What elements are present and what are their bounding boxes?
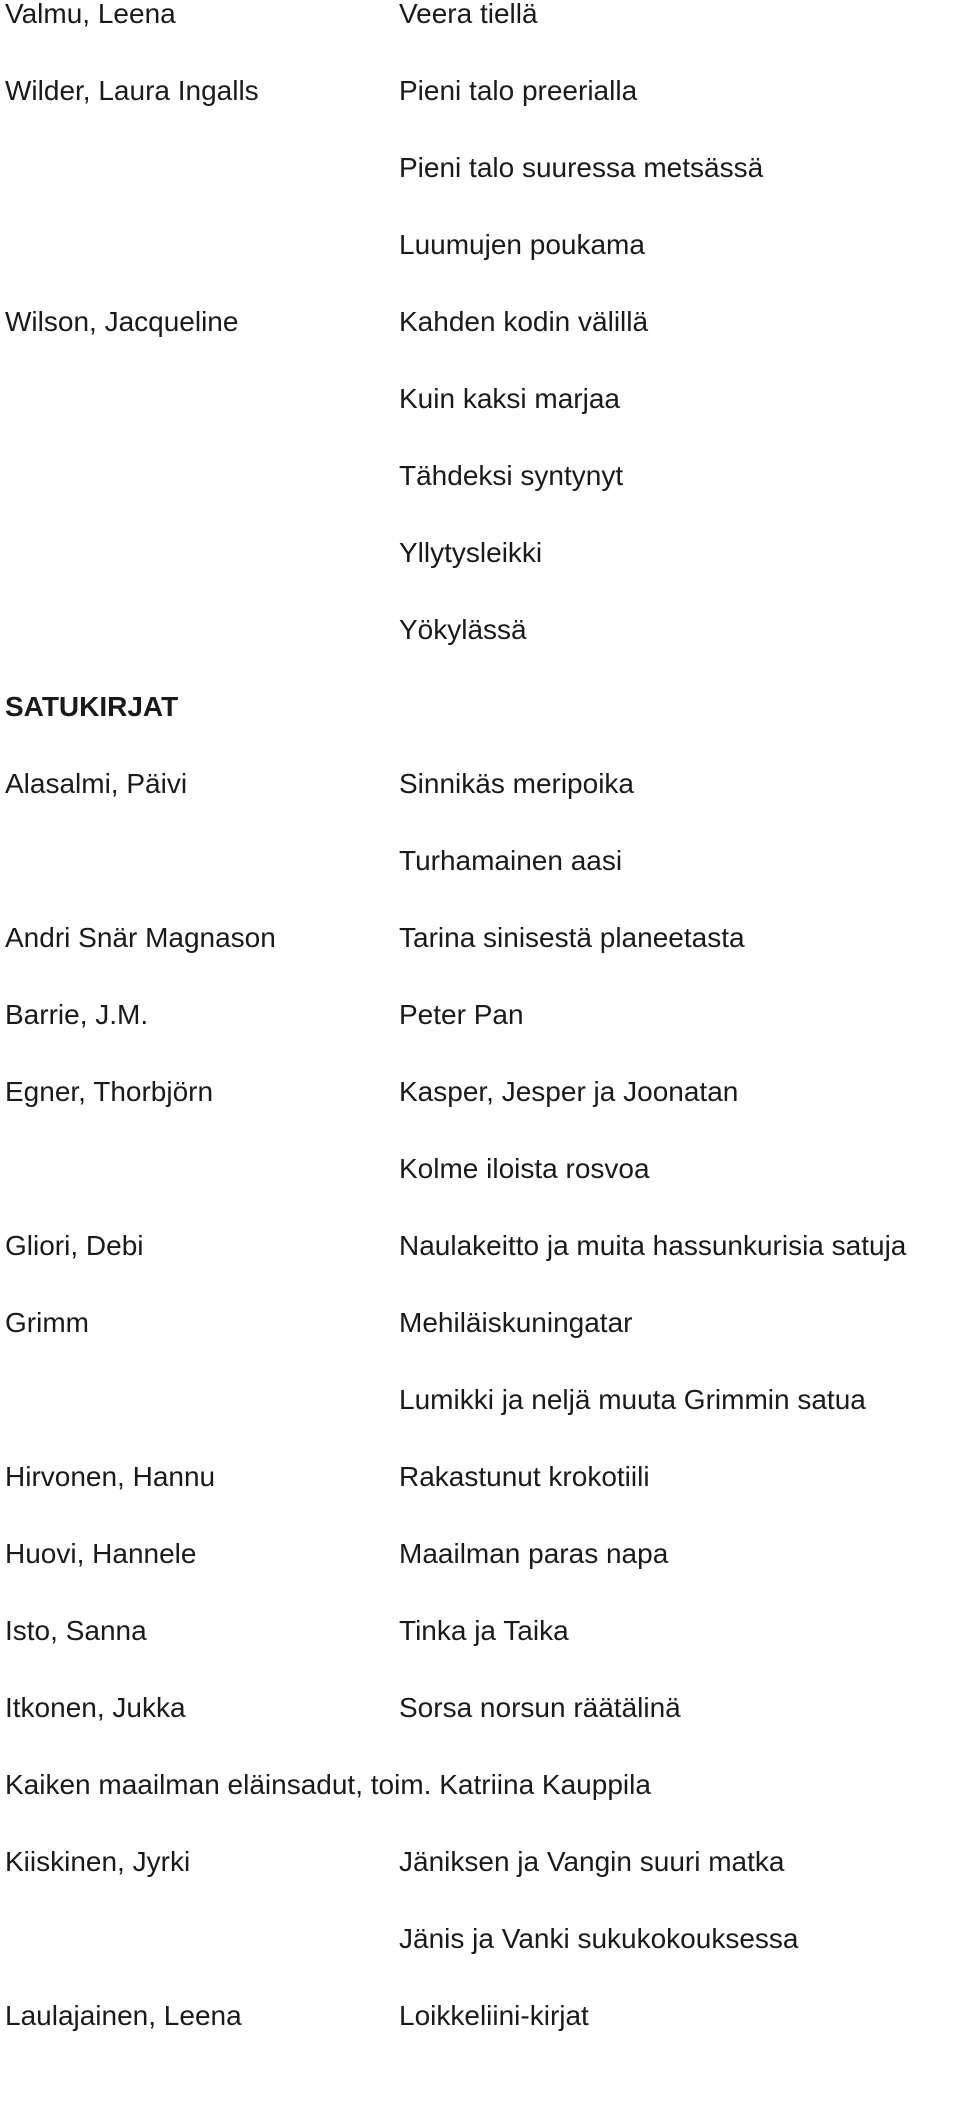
author-name: Andri Snär Magnason — [5, 922, 276, 953]
book-row — [0, 1999, 960, 2076]
full-line-entry: Kaiken maailman eläinsadut, toim. Katriina Kauppila — [5, 1769, 651, 1800]
section-heading: SATUKIRJAT — [5, 691, 179, 722]
book-row — [0, 1922, 960, 1999]
book-row — [0, 1691, 960, 1768]
author-name: Wilder, Laura Ingalls — [5, 75, 259, 106]
book-title: Sinnikäs meripoika — [399, 768, 634, 799]
book-title: Lumikki ja neljä muuta Grimmin satua — [399, 1384, 866, 1415]
book-row — [0, 151, 960, 228]
author-name: Egner, Thorbjörn — [5, 1076, 214, 1107]
book-title: Peter Pan — [399, 999, 524, 1030]
author-name: Itkonen, Jukka — [5, 1692, 186, 1723]
author-name: Isto, Sanna — [5, 1615, 147, 1646]
book-row — [0, 1845, 960, 1922]
book-row — [0, 459, 960, 536]
book-row — [0, 382, 960, 459]
book-title: Mehiläiskuningatar — [399, 1307, 633, 1338]
book-row — [0, 921, 960, 998]
book-row — [0, 1229, 960, 1306]
book-title: Sorsa norsun räätälinä — [399, 1692, 681, 1723]
book-title: Jänis ja Vanki sukukokouksessa — [399, 1923, 799, 1954]
book-row — [0, 305, 960, 382]
book-title: Kolme iloista rosvoa — [399, 1153, 650, 1184]
book-row — [0, 1383, 960, 1460]
author-name: Alasalmi, Päivi — [5, 768, 188, 799]
book-title: Kuin kaksi marjaa — [399, 383, 620, 414]
author-name: Grimm — [5, 1307, 89, 1338]
book-title: Pieni talo suuressa metsässä — [399, 152, 764, 183]
section-heading-row — [0, 690, 960, 767]
book-row — [0, 228, 960, 305]
author-name: Barrie, J.M. — [5, 999, 149, 1030]
book-title: Jäniksen ja Vangin suuri matka — [399, 1846, 785, 1877]
book-row — [0, 1537, 960, 1614]
book-title: Yökylässä — [399, 614, 527, 645]
author-name: Laulajainen, Leena — [5, 2000, 242, 2031]
book-row — [0, 844, 960, 921]
book-title: Turhamainen aasi — [399, 845, 623, 876]
book-title: Tinka ja Taika — [399, 1615, 569, 1646]
author-name: Huovi, Hannele — [5, 1538, 197, 1569]
book-title: Rakastunut krokotiili — [399, 1461, 650, 1492]
author-name: Wilson, Jacqueline — [5, 306, 239, 337]
book-title: Maailman paras napa — [399, 1538, 669, 1569]
book-title: Kasper, Jesper ja Joonatan — [399, 1076, 739, 1107]
author-name: Gliori, Debi — [5, 1230, 144, 1261]
book-row — [0, 0, 960, 74]
book-row — [0, 1768, 960, 1845]
book-row — [0, 1306, 960, 1383]
book-title: Tarina sinisestä planeetasta — [399, 922, 745, 953]
book-title: Tähdeksi syntynyt — [399, 460, 624, 491]
book-row — [0, 767, 960, 844]
book-title: Kahden kodin välillä — [399, 306, 649, 337]
book-row — [0, 998, 960, 1075]
book-row — [0, 1152, 960, 1229]
book-title: Yllytysleikki — [399, 537, 543, 568]
book-row — [0, 536, 960, 613]
author-name: Hirvonen, Hannu — [5, 1461, 216, 1492]
book-row — [0, 1614, 960, 1691]
author-name: Valmu, Leena — [5, 0, 176, 29]
book-title: Veera tiellä — [399, 0, 538, 29]
author-name: Kiiskinen, Jyrki — [5, 1846, 191, 1877]
book-title: Pieni talo preerialla — [399, 75, 638, 106]
book-title: Loikkeliini-kirjat — [399, 2000, 589, 2031]
book-row — [0, 1075, 960, 1152]
book-title: Luumujen poukama — [399, 229, 645, 260]
book-row — [0, 74, 960, 151]
book-row — [0, 613, 960, 690]
book-title: Naulakeitto ja muita hassunkurisia satuja — [399, 1230, 907, 1261]
book-row — [0, 1460, 960, 1537]
